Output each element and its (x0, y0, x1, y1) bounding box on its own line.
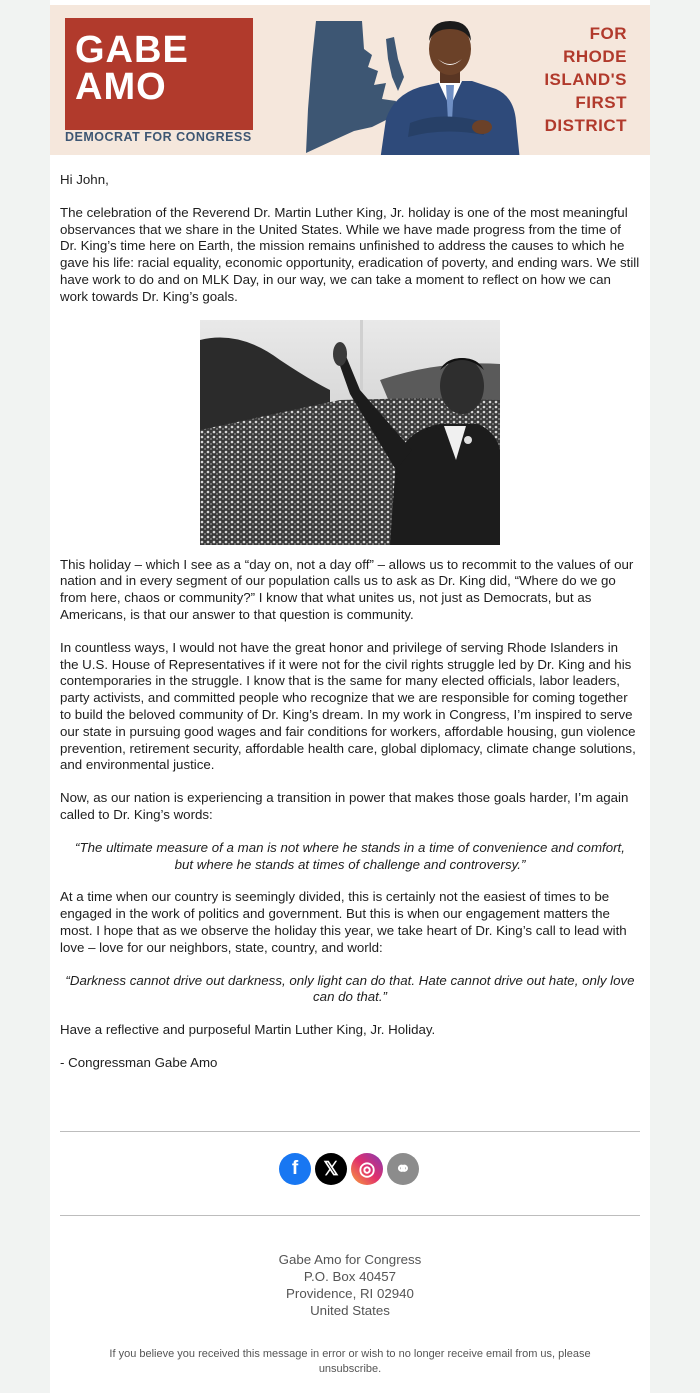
paragraph-5: At a time when our country is seemingly divided, this is certainly not the easiest of times to be engaged in the work of politics and government. But this is when our engagement matters the most. I hope that as we observe the holiday this year, we take heart of Dr. King’s call to lead with love – love for our neighbors, state, country, and world: (60, 889, 627, 955)
paragraph-2: This holiday – which I see as a “day on, not a day off” – allows us to recommit to the values of our nation and in every segment of our population calls us to ask as Dr. King did, “Where do we go from here, chaos or community?” I know that what unites us, not just as Democrats, but as Americans, is that our answer to that question is community. (60, 556, 634, 622)
logo-subtitle: DEMOCRAT FOR CONGRESS (65, 130, 252, 144)
unsubscribe-note[interactable]: If you believe you received this message in error or wish to no longer receive email from us, please unsubscribe. (109, 1348, 591, 1375)
social-links (279, 1153, 421, 1185)
facebook-glyph: f (291, 1158, 299, 1179)
footer-country: United States (310, 1303, 390, 1318)
email-content (60, 172, 640, 1088)
email-body (50, 0, 650, 1393)
paragraph-1: The celebration of the Reverend Dr. Martin Luther King, Jr. holiday is one of the most meaningful observances that we share in the United States. While we have made progress from the time of Dr. King’s time here on Earth, the mission remains unfinished to address the causes to which he gave his life: racial equality, economic opportunity, eradication of poverty, and ending wars. We still have work to do and on MLK Day, in our way, we can take a moment to reflect on how we can work towards Dr. King’s goals. (60, 204, 640, 304)
paragraph-4: Now, as our nation is experiencing a transition in power that makes those goals harder, I’m again called to Dr. King’s words: (60, 790, 629, 822)
footer-org: Gabe Amo for Congress (278, 1252, 422, 1267)
paragraph-6: Have a reflective and purposeful Martin Luther King, Jr. Holiday. (60, 1022, 436, 1038)
campaign-logo (65, 18, 253, 130)
quote-2: “Darkness cannot drive out darkness, only light can do that. Hate cannot drive out hate, only love can do that.” (65, 972, 635, 1005)
candidate-photo (380, 11, 520, 155)
divider-bottom (60, 1215, 640, 1216)
header-banner (50, 5, 650, 155)
paragraph-3: In countless ways, I would not have the great honor and privilege of serving Rhode Islanders in the U.S. House of Representatives if it were not for the civil rights struggle led by Dr. King and his contemporaries in the struggle. I know that is the same for many elected officials, labor leaders, party activists, and committed people who recognize that we are responsible for coming together to build the beloved community of Dr. King’s dream. In my work in Congress, I’m inspired to serve our state in pursuing good wages and fair conditions for workers, affordable housing, gun violence prevention, retirement security, affordable health care, global diplomacy, climate change solutions, and environmental justice. (60, 639, 636, 773)
x-twitter-icon[interactable] (315, 1153, 347, 1185)
district-tagline: FOR RHODE ISLAND'S FIRST DISTRICT (544, 24, 627, 135)
footer-address (50, 1251, 650, 1319)
mlk-photo (200, 320, 500, 545)
x-glyph: 𝕏 (323, 1158, 339, 1180)
signature: - Congressman Gabe Amo (60, 1054, 218, 1070)
footer-city: Providence, RI 02940 (286, 1286, 414, 1301)
divider-top (60, 1131, 640, 1132)
greeting: Hi John, (60, 172, 109, 187)
instagram-icon[interactable] (351, 1153, 383, 1185)
link-glyph: ⚭ (395, 1158, 411, 1180)
link-icon[interactable] (387, 1153, 419, 1185)
logo-name: GABE AMO (75, 29, 189, 108)
facebook-icon[interactable] (279, 1153, 311, 1185)
footer-po-box: P.O. Box 40457 (303, 1269, 397, 1284)
mlk-photo-container (60, 320, 640, 545)
instagram-glyph: ◎ (358, 1158, 376, 1180)
quote-1: “The ultimate measure of a man is not where he stands in a time of convenience and comfort, but where he stands at times of challenge and controversy.” (75, 839, 625, 872)
